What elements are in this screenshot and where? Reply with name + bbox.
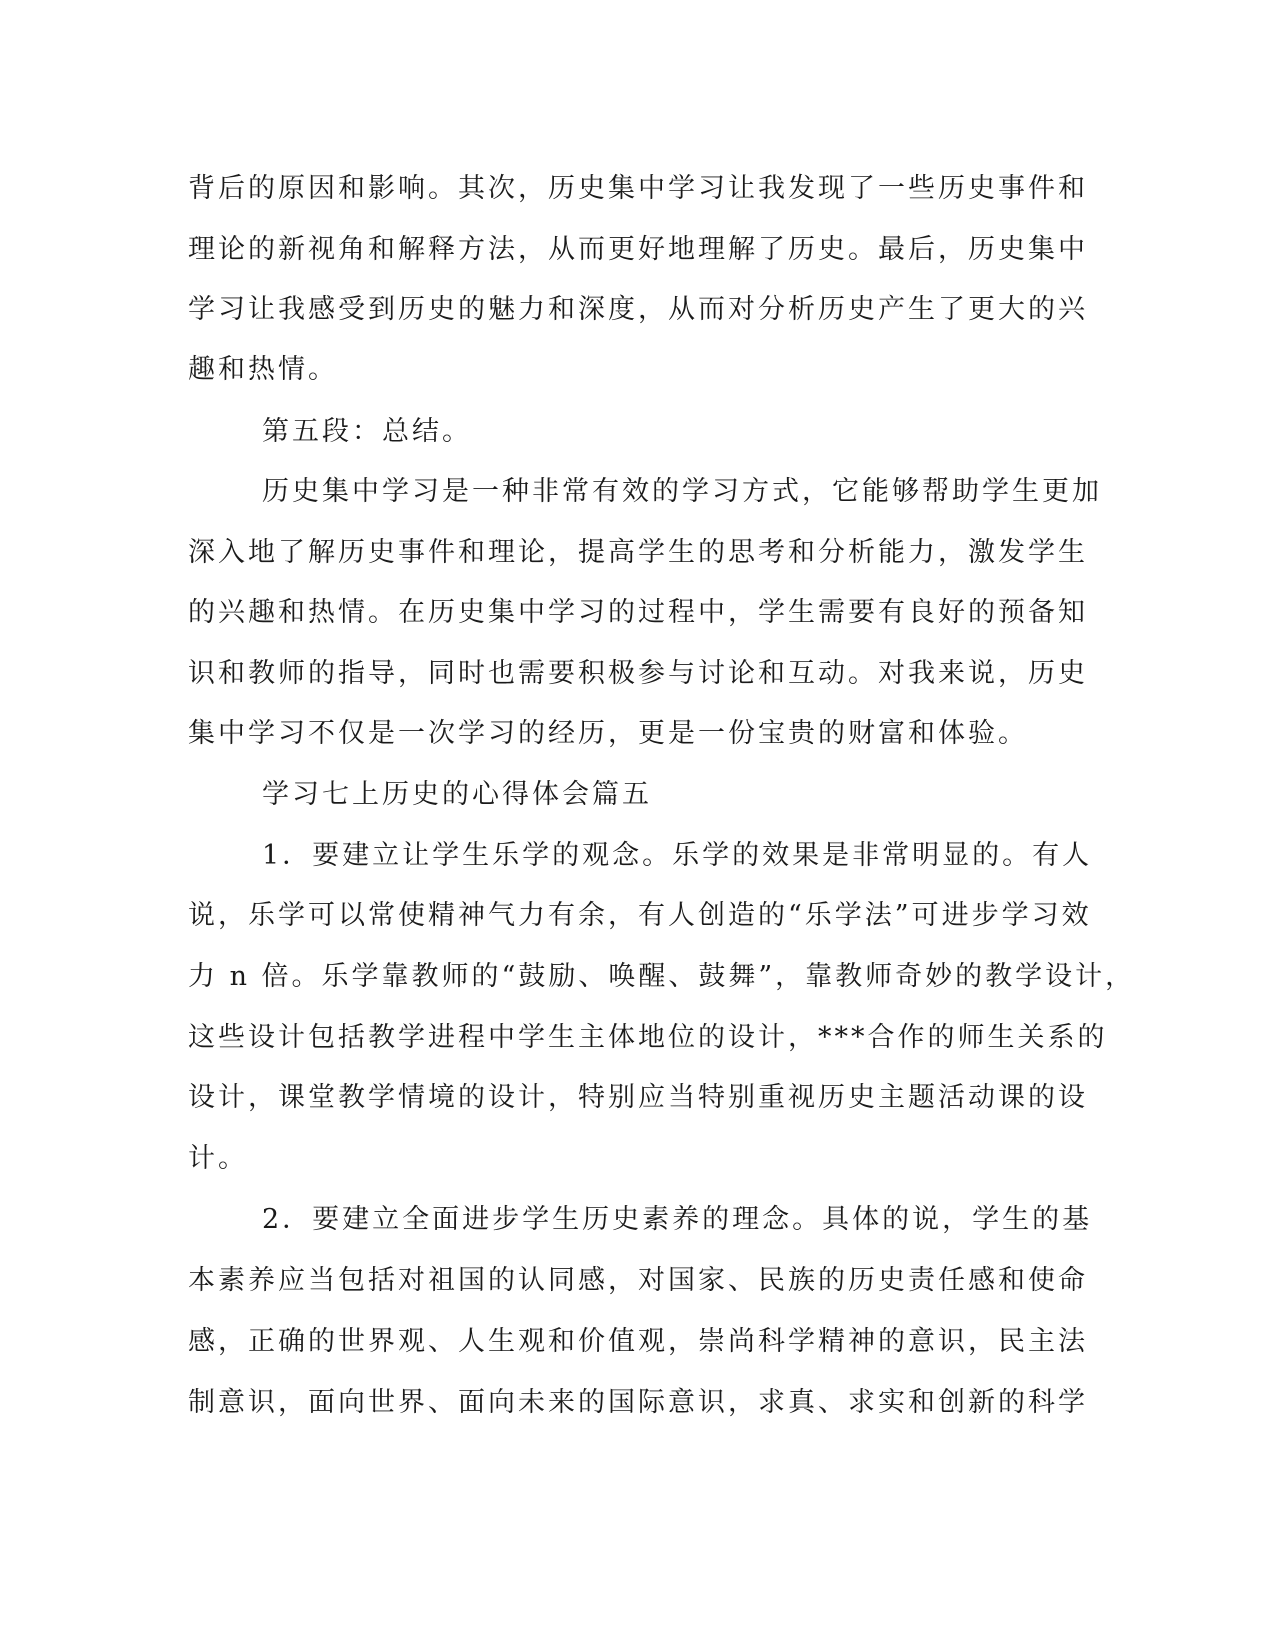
- body-text-line: 理论的新视角和解释方法，从而更好地理解了历史。最后，历史集中: [188, 234, 1088, 265]
- body-text-line: 学习让我感受到历史的魅力和深度，从而对分析历史产生了更大的兴: [188, 294, 1088, 325]
- body-text-line: 说，乐学可以常使精神气力有余，有人创造的“乐学法”可进步学习效: [188, 900, 1092, 931]
- body-text-line: 趣和热情。: [188, 354, 338, 385]
- body-text-line: 的兴趣和热情。在历史集中学习的过程中，学生需要有良好的预备知: [188, 597, 1088, 628]
- body-text-line: 2．要建立全面进步学生历史素养的理念。具体的说，学生的基: [262, 1204, 1093, 1235]
- body-text-line: 力 n 倍。乐学靠教师的“鼓励、唤醒、鼓舞”，靠教师奇妙的教学设计，: [188, 961, 1136, 992]
- body-text-line: 这些设计包括教学进程中学生主体地位的设计，***合作的师生关系的: [188, 1022, 1108, 1053]
- body-text-line: 本素养应当包括对祖国的认同感，对国家、民族的历史责任感和使命: [188, 1265, 1088, 1296]
- body-text-line: 背后的原因和影响。其次，历史集中学习让我发现了一些历史事件和: [188, 173, 1088, 204]
- body-text-line: 历史集中学习是一种非常有效的学习方式，它能够帮助学生更加: [262, 476, 1102, 507]
- body-text-line: 深入地了解历史事件和理论，提高学生的思考和分析能力，激发学生: [188, 537, 1088, 568]
- body-text-line: 1．要建立让学生乐学的观念。乐学的效果是非常明显的。有人: [262, 840, 1093, 871]
- body-text-line: 制意识，面向世界、面向未来的国际意识，求真、求实和创新的科学: [188, 1387, 1088, 1418]
- article-title: 学习七上历史的心得体会篇五: [262, 779, 652, 810]
- body-text-line: 感，正确的世界观、人生观和价值观，崇尚科学精神的意识，民主法: [188, 1326, 1088, 1357]
- body-text-line: 设计，课堂教学情境的设计，特别应当特别重视历史主题活动课的设: [188, 1082, 1088, 1113]
- section-heading: 第五段：总结。: [262, 416, 472, 447]
- body-text-line: 识和教师的指导，同时也需要积极参与讨论和互动。对我来说，历史: [188, 658, 1088, 689]
- body-text-line: 集中学习不仅是一次学习的经历，更是一份宝贵的财富和体验。: [188, 718, 1028, 749]
- body-text-line: 计。: [188, 1143, 248, 1174]
